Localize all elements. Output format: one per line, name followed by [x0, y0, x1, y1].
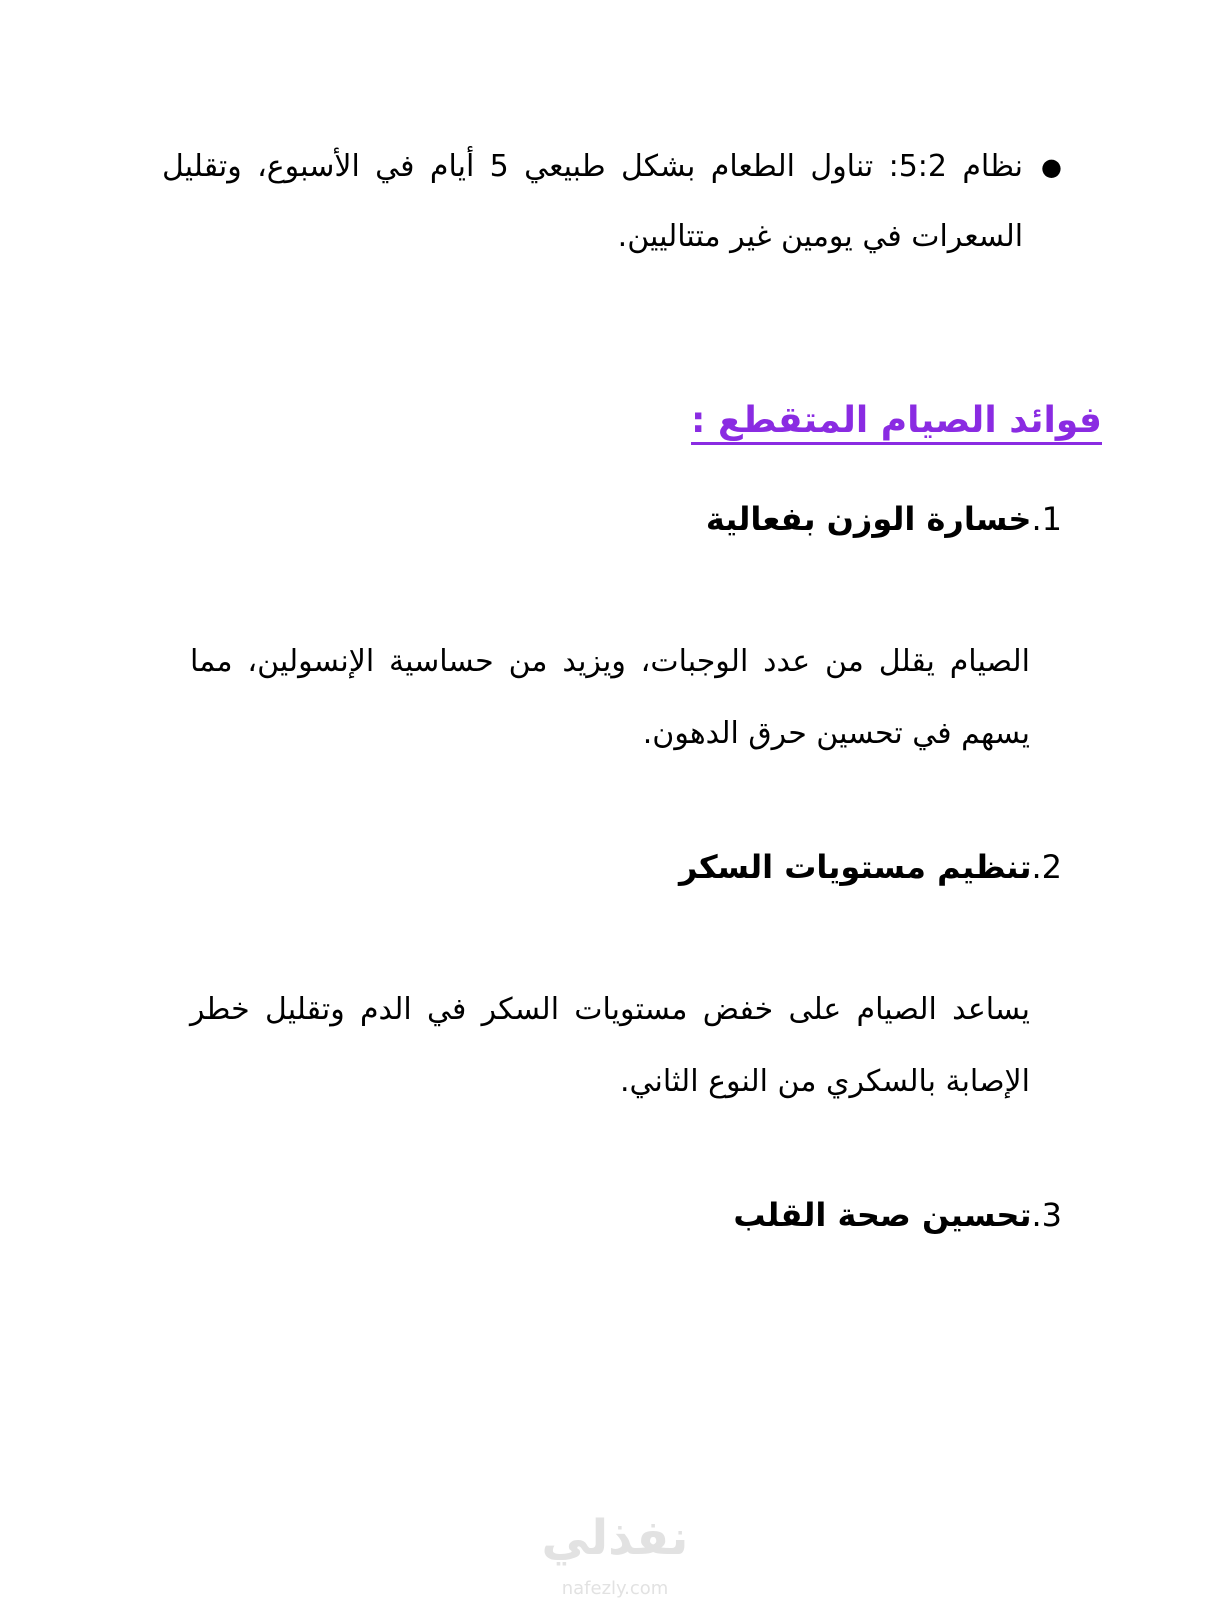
section-heading-benefits: فوائد الصيام المتقطع :	[691, 400, 1102, 441]
watermark-url: nafezly.com	[561, 1578, 669, 1599]
item-number: 2.	[1031, 848, 1062, 886]
item-body-1: الصيام يقلل من عدد الوجبات، ويزيد من حساسية الإنسولين، مما يسهم في تحسين حرق الدهون.	[190, 644, 1030, 751]
item-heading-2	[679, 848, 1062, 886]
item-heading-1	[706, 500, 1062, 538]
item-title: خسارة الوزن بفعالية	[705, 500, 1032, 538]
bullet-text: نظام 5:2: تناول الطعام بشكل طبيعي 5 أيام في الأسبوع، وتقليل السعرات في يومين غير متتاليين.	[162, 149, 1024, 254]
bullet-item-5-2-plan	[162, 132, 1062, 272]
item-number: 3.	[1031, 1196, 1062, 1234]
item-title: تنظيم مستويات السكر	[679, 848, 1032, 886]
item-number: 1.	[1031, 500, 1062, 538]
item-heading-3	[733, 1196, 1062, 1234]
bullet-dot-icon: ●	[1041, 153, 1062, 181]
item-body-2: يساعد الصيام على خفض مستويات السكر في الدم وتقليل خطر الإصابة بالسكري من النوع الثاني.	[190, 992, 1030, 1099]
item-title: تحسين صحة القلب	[733, 1196, 1032, 1234]
watermark-logo: نفذلي	[541, 1510, 689, 1566]
